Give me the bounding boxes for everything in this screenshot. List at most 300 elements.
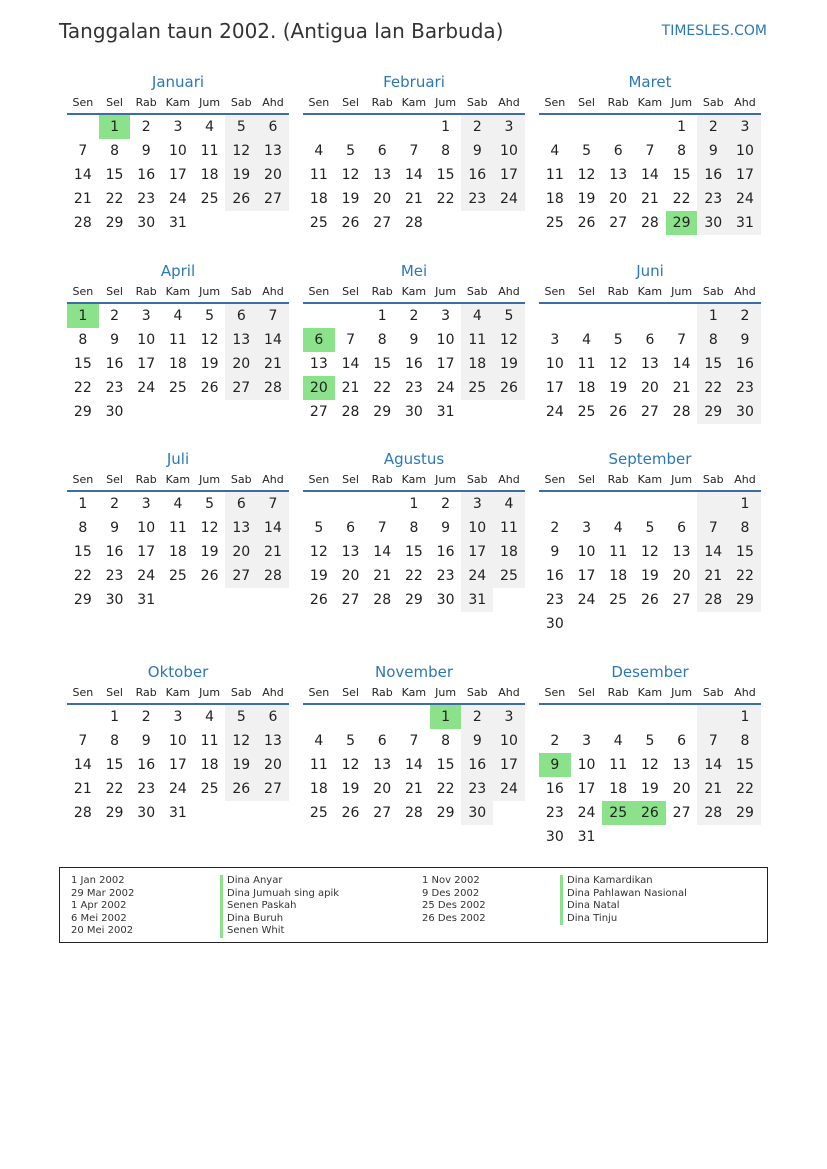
day-cell: 8	[377, 332, 387, 348]
day-cell: 24	[461, 564, 493, 588]
month-januari	[67, 71, 289, 235]
day-cell: 30	[137, 805, 156, 821]
weekday-header	[67, 93, 289, 115]
day-cell: 10	[577, 544, 596, 560]
weekday-label: Jum	[671, 473, 693, 486]
day-cell: 2	[550, 733, 560, 749]
day-cell: 28	[73, 215, 92, 231]
day-cell: 12	[341, 167, 360, 183]
empty-cell	[335, 115, 367, 139]
day-cell: 10	[168, 143, 187, 159]
weekday-label: Jum	[199, 473, 221, 486]
day-cell: 17	[436, 356, 455, 372]
day-cell: 5	[613, 332, 623, 348]
day-cell: 21	[73, 191, 92, 207]
weekday-header	[539, 683, 761, 705]
day-cell: 10	[577, 757, 596, 773]
day-cell: 9	[729, 328, 761, 352]
day-cell: 11	[545, 167, 564, 183]
day-cell: 20	[373, 191, 392, 207]
day-cell: 11	[493, 516, 525, 540]
day-cell: 2	[697, 115, 729, 139]
day-cell: 21	[257, 540, 289, 564]
legend-name: Senen Whit	[220, 925, 339, 938]
day-cell: 22	[697, 376, 729, 400]
day-cell: 26	[341, 215, 360, 231]
weekday-label: Sel	[342, 285, 359, 298]
day-cell: 9	[409, 332, 419, 348]
day-cell: 28	[257, 376, 289, 400]
day-cell: 19	[200, 544, 219, 560]
day-cell: 8	[677, 143, 687, 159]
day-cell: 27	[672, 592, 691, 608]
day-cell: 15	[729, 753, 761, 777]
day-cell: 26	[200, 568, 219, 584]
day-cell: 9	[697, 139, 729, 163]
empty-cell	[303, 304, 335, 328]
day-cell: 4	[582, 332, 591, 348]
day-cell: 15	[729, 540, 761, 564]
month-juni	[539, 260, 761, 424]
weekday-label: Sen	[544, 96, 566, 109]
day-cell: 3	[729, 115, 761, 139]
weekday-label: Sab	[702, 285, 724, 298]
empty-cell	[571, 705, 603, 729]
day-cell: 4	[613, 520, 623, 536]
day-cell: 9	[461, 139, 493, 163]
day-cell: 28	[697, 588, 729, 612]
weekday-label: Ahd	[734, 285, 756, 298]
legend-name: Dina Kamardikan	[560, 875, 687, 888]
day-cell: 4	[314, 143, 324, 159]
day-cell: 31	[168, 215, 187, 231]
weekday-label: Sab	[230, 686, 252, 699]
holiday-day-cell: 26	[634, 801, 666, 825]
weekday-header	[67, 683, 289, 705]
day-cell: 24	[493, 187, 525, 211]
day-cell: 7	[409, 143, 419, 159]
weekday-label: Rab	[607, 285, 629, 298]
empty-cell	[634, 304, 666, 328]
day-cell: 1	[441, 119, 451, 135]
day-cell: 11	[609, 544, 628, 560]
weekday-label: Sab	[702, 686, 724, 699]
day-cell: 15	[436, 167, 455, 183]
weekday-header	[303, 93, 525, 115]
month-oktober	[67, 661, 289, 825]
weekday-label: Kam	[637, 285, 663, 298]
day-cell: 27	[341, 592, 360, 608]
legend-date: 6 Mei 2002	[71, 912, 127, 924]
day-cell: 3	[582, 733, 591, 749]
weekday-label: Jum	[435, 473, 457, 486]
day-cell: 19	[493, 352, 525, 376]
legend-name: Senen Paskah	[220, 900, 339, 913]
day-cell: 13	[225, 328, 257, 352]
day-cell: 14	[257, 516, 289, 540]
day-cell: 7	[697, 516, 729, 540]
weekday-label: Sel	[342, 686, 359, 699]
day-cell: 17	[137, 544, 156, 560]
weekday-label: Kam	[637, 473, 663, 486]
weekday-label: Sab	[466, 285, 488, 298]
weekday-label: Rab	[371, 686, 393, 699]
day-cell: 6	[613, 143, 623, 159]
weekday-label: Ahd	[498, 96, 520, 109]
day-cell: 1	[729, 492, 761, 516]
day-cell: 11	[168, 332, 187, 348]
month-name: Januari	[151, 73, 205, 91]
day-cell: 16	[461, 163, 493, 187]
day-cell: 3	[582, 520, 591, 536]
day-cell: 2	[441, 496, 451, 512]
empty-cell	[398, 115, 430, 139]
day-cell: 5	[493, 304, 525, 328]
day-cell: 21	[697, 777, 729, 801]
day-cell: 29	[73, 404, 92, 420]
day-cell: 7	[78, 733, 88, 749]
day-cell: 19	[577, 191, 596, 207]
weekday-label: Sel	[106, 686, 123, 699]
day-cell: 21	[640, 191, 659, 207]
day-cell: 23	[461, 187, 493, 211]
day-cell: 3	[173, 709, 183, 725]
day-cell: 24	[577, 805, 596, 821]
empty-cell	[366, 492, 398, 516]
day-cell: 23	[729, 376, 761, 400]
day-cell: 7	[257, 492, 289, 516]
month-name: Oktober	[147, 663, 209, 681]
day-cell: 18	[577, 380, 596, 396]
day-cell: 28	[404, 215, 423, 231]
day-cell: 31	[168, 805, 187, 821]
weekday-label: Kam	[637, 686, 663, 699]
day-cell: 13	[341, 544, 360, 560]
day-cell: 17	[168, 167, 187, 183]
month-name: Februari	[383, 73, 445, 91]
day-cell: 30	[545, 829, 564, 845]
day-cell: 13	[672, 544, 691, 560]
day-cell: 11	[577, 356, 596, 372]
holiday-day-cell: 1	[99, 115, 131, 139]
day-cell: 1	[677, 119, 687, 135]
day-cell: 5	[645, 733, 655, 749]
day-cell: 3	[461, 492, 493, 516]
legend-date: 1 Nov 2002	[422, 875, 480, 886]
day-cell: 16	[545, 568, 564, 584]
day-cell: 29	[697, 400, 729, 424]
day-cell: 23	[105, 380, 124, 396]
day-cell: 8	[697, 328, 729, 352]
day-cell: 22	[105, 781, 124, 797]
weekday-label: Sen	[544, 473, 566, 486]
day-cell: 2	[141, 119, 151, 135]
day-cell: 6	[225, 304, 257, 328]
day-cell: 4	[173, 308, 183, 324]
day-grid	[67, 492, 289, 612]
day-cell: 26	[225, 187, 257, 211]
weekday-label: Jum	[671, 285, 693, 298]
day-cell: 14	[640, 167, 659, 183]
day-cell: 28	[697, 801, 729, 825]
day-cell: 2	[550, 520, 560, 536]
day-cell: 26	[493, 376, 525, 400]
weekday-label: Sen	[72, 285, 94, 298]
day-cell: 1	[409, 496, 419, 512]
day-cell: 22	[373, 380, 392, 396]
holiday-day-cell: 1	[430, 705, 462, 729]
day-cell: 3	[550, 332, 560, 348]
day-cell: 20	[225, 352, 257, 376]
weekday-label: Rab	[135, 96, 157, 109]
weekday-label: Sel	[578, 285, 595, 298]
holiday-legend	[59, 867, 768, 943]
day-cell: 4	[493, 492, 525, 516]
day-cell: 29	[73, 592, 92, 608]
day-cell: 8	[441, 143, 451, 159]
day-cell: 5	[582, 143, 591, 159]
day-cell: 27	[257, 187, 289, 211]
weekday-label: Sab	[466, 96, 488, 109]
weekday-label: Sab	[230, 285, 252, 298]
day-cell: 20	[373, 781, 392, 797]
day-cell: 17	[729, 163, 761, 187]
day-cell: 25	[168, 568, 187, 584]
empty-cell	[67, 705, 99, 729]
day-cell: 25	[609, 592, 628, 608]
weekday-header	[539, 470, 761, 492]
day-cell: 23	[436, 568, 455, 584]
legend-name: Dina Anyar	[220, 875, 339, 888]
day-cell: 23	[105, 568, 124, 584]
day-cell: 23	[461, 777, 493, 801]
legend-dates-left	[71, 875, 134, 938]
day-cell: 11	[168, 520, 187, 536]
day-cell: 14	[73, 757, 92, 773]
day-cell: 28	[373, 592, 392, 608]
day-cell: 2	[729, 304, 761, 328]
day-cell: 25	[200, 781, 219, 797]
day-cell: 5	[225, 115, 257, 139]
day-cell: 22	[672, 191, 691, 207]
day-cell: 10	[545, 356, 564, 372]
weekday-label: Sen	[544, 285, 566, 298]
day-cell: 17	[545, 380, 564, 396]
day-cell: 16	[729, 352, 761, 376]
day-cell: 18	[493, 540, 525, 564]
day-cell: 5	[645, 520, 655, 536]
day-cell: 26	[341, 805, 360, 821]
day-cell: 21	[672, 380, 691, 396]
day-cell: 31	[577, 829, 596, 845]
weekday-label: Jum	[435, 686, 457, 699]
day-cell: 22	[729, 564, 761, 588]
day-cell: 31	[729, 211, 761, 235]
month-name: Maret	[628, 73, 672, 91]
day-cell: 5	[346, 143, 355, 159]
day-cell: 22	[105, 191, 124, 207]
weekday-label: Sen	[308, 473, 330, 486]
day-cell: 23	[697, 187, 729, 211]
empty-cell	[634, 492, 666, 516]
empty-cell	[602, 115, 634, 139]
day-cell: 15	[105, 167, 124, 183]
day-cell: 18	[168, 544, 187, 560]
page-title: Tanggalan taun 2002. (Antigua lan Barbuda)	[59, 19, 504, 43]
legend-name: Dina Pahlawan Nasional	[560, 888, 687, 901]
day-cell: 25	[461, 376, 493, 400]
empty-cell	[366, 115, 398, 139]
day-cell: 9	[441, 520, 451, 536]
day-cell: 4	[461, 304, 493, 328]
weekday-label: Rab	[135, 285, 157, 298]
day-cell: 27	[609, 215, 628, 231]
empty-cell	[303, 115, 335, 139]
day-cell: 12	[493, 328, 525, 352]
empty-cell	[539, 705, 571, 729]
day-cell: 16	[404, 356, 423, 372]
day-cell: 27	[309, 404, 328, 420]
day-cell: 28	[640, 215, 659, 231]
day-cell: 4	[550, 143, 560, 159]
day-cell: 4	[613, 733, 623, 749]
day-cell: 22	[73, 380, 92, 396]
day-cell: 5	[205, 308, 215, 324]
empty-cell	[366, 705, 398, 729]
day-cell: 22	[436, 191, 455, 207]
weekday-label: Sab	[466, 473, 488, 486]
day-cell: 3	[441, 308, 451, 324]
day-cell: 23	[137, 191, 156, 207]
weekday-label: Sel	[342, 96, 359, 109]
weekday-label: Rab	[371, 473, 393, 486]
day-cell: 19	[609, 380, 628, 396]
day-cell: 4	[205, 709, 215, 725]
empty-cell	[697, 492, 729, 516]
day-cell: 29	[436, 805, 455, 821]
legend-name: Dina Natal	[560, 900, 687, 913]
legend-names-right	[560, 875, 687, 925]
day-cell: 30	[105, 592, 124, 608]
day-cell: 14	[672, 356, 691, 372]
day-cell: 18	[461, 352, 493, 376]
day-cell: 20	[225, 540, 257, 564]
day-cell: 25	[493, 564, 525, 588]
month-juli	[67, 448, 289, 612]
legend-name: Dina Jumuah sing apik	[220, 888, 339, 901]
empty-cell	[303, 492, 335, 516]
empty-cell	[67, 115, 99, 139]
empty-cell	[571, 492, 603, 516]
day-cell: 6	[257, 115, 289, 139]
day-cell: 31	[436, 404, 455, 420]
month-name: November	[374, 663, 454, 681]
day-cell: 25	[168, 380, 187, 396]
day-cell: 15	[697, 352, 729, 376]
day-cell: 20	[341, 568, 360, 584]
day-cell: 6	[257, 705, 289, 729]
day-cell: 11	[200, 143, 219, 159]
day-cell: 21	[404, 191, 423, 207]
day-cell: 18	[609, 781, 628, 797]
weekday-label: Ahd	[498, 285, 520, 298]
day-cell: 6	[225, 492, 257, 516]
month-name: September	[608, 450, 692, 468]
day-grid	[539, 492, 761, 636]
day-cell: 3	[173, 119, 183, 135]
weekday-label: Rab	[135, 686, 157, 699]
day-cell: 10	[137, 520, 156, 536]
weekday-label: Jum	[199, 686, 221, 699]
day-cell: 17	[493, 753, 525, 777]
day-cell: 18	[168, 356, 187, 372]
day-cell: 8	[110, 143, 119, 159]
weekday-label: Ahd	[734, 96, 756, 109]
month-name: Juni	[636, 262, 664, 280]
day-grid	[303, 304, 525, 424]
day-cell: 20	[257, 753, 289, 777]
day-cell: 27	[672, 805, 691, 821]
day-cell: 13	[257, 139, 289, 163]
day-cell: 10	[493, 729, 525, 753]
empty-cell	[303, 705, 335, 729]
weekday-label: Sel	[578, 96, 595, 109]
holiday-day-cell: 29	[666, 211, 698, 235]
day-cell: 26	[200, 380, 219, 396]
day-cell: 17	[137, 356, 156, 372]
weekday-label: Sel	[342, 473, 359, 486]
site-link[interactable]: TIMESLES.COM	[661, 23, 767, 39]
month-maret	[539, 71, 761, 235]
day-cell: 15	[672, 167, 691, 183]
day-cell: 24	[137, 568, 156, 584]
day-cell: 1	[110, 709, 119, 725]
day-cell: 19	[200, 356, 219, 372]
day-cell: 26	[577, 215, 596, 231]
day-cell: 25	[309, 805, 328, 821]
day-cell: 14	[73, 167, 92, 183]
weekday-label: Kam	[165, 473, 191, 486]
empty-cell	[697, 705, 729, 729]
day-cell: 25	[577, 404, 596, 420]
day-cell: 13	[257, 729, 289, 753]
day-cell: 9	[110, 520, 119, 536]
weekday-label: Rab	[371, 96, 393, 109]
day-cell: 2	[461, 705, 493, 729]
legend-name: Dina Tinju	[560, 913, 687, 926]
day-cell: 1	[729, 705, 761, 729]
day-cell: 10	[729, 139, 761, 163]
weekday-label: Kam	[165, 96, 191, 109]
day-cell: 21	[404, 781, 423, 797]
day-cell: 3	[141, 308, 151, 324]
day-cell: 30	[105, 404, 124, 420]
weekday-label: Sab	[702, 96, 724, 109]
weekday-label: Jum	[199, 96, 221, 109]
day-cell: 15	[73, 544, 92, 560]
day-cell: 2	[110, 496, 119, 512]
day-cell: 10	[137, 332, 156, 348]
day-cell: 12	[309, 544, 328, 560]
weekday-label: Ahd	[734, 686, 756, 699]
day-cell: 12	[200, 332, 219, 348]
day-cell: 3	[493, 705, 525, 729]
day-cell: 10	[168, 733, 187, 749]
day-grid	[303, 492, 525, 612]
day-cell: 30	[137, 215, 156, 231]
empty-cell	[539, 304, 571, 328]
day-cell: 8	[409, 520, 419, 536]
